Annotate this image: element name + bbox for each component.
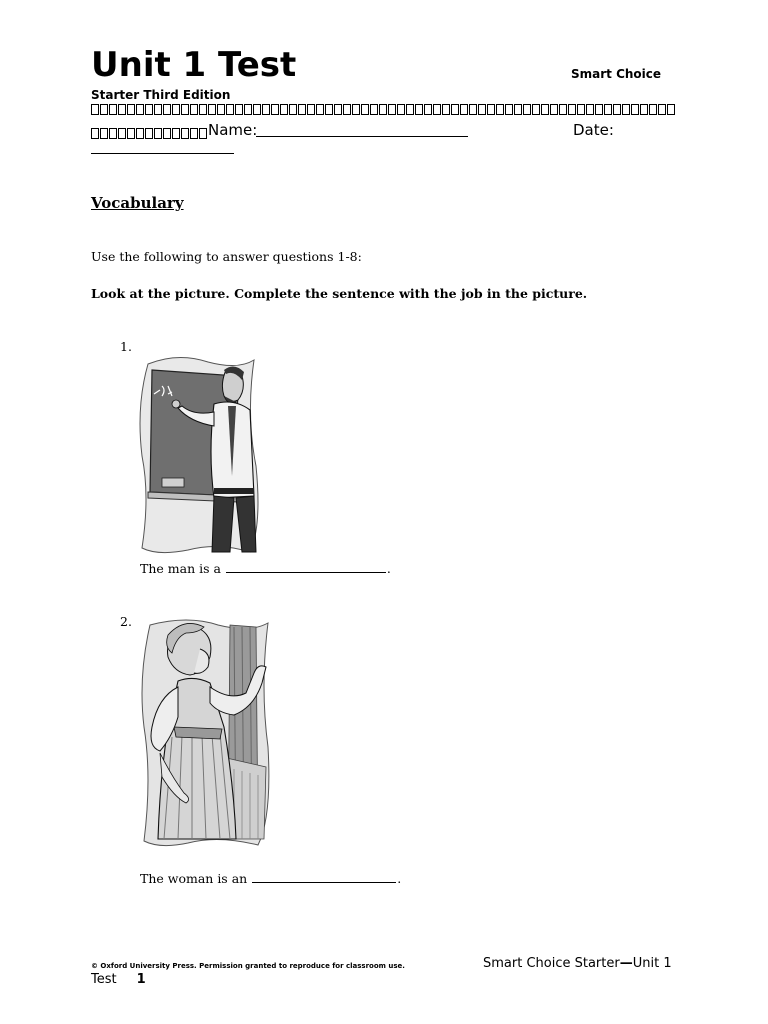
- missing-glyph-box: [91, 104, 99, 115]
- missing-glyph-box: [631, 104, 639, 115]
- missing-glyph-box: [208, 104, 216, 115]
- directions-text: Look at the picture. Complete the sentence with the job in the picture.: [91, 286, 588, 301]
- missing-glyph-box: [523, 104, 531, 115]
- answer-blank-2[interactable]: [252, 870, 396, 883]
- sentence-start-2: The woman is an: [140, 871, 252, 886]
- missing-glyph-box: [163, 104, 171, 115]
- missing-glyph-box: [433, 104, 441, 115]
- missing-glyph-box: [667, 104, 675, 115]
- missing-glyph-box: [100, 128, 108, 139]
- copyright-notice: © Oxford University Press. Permission granted to reproduce for classroom use.: [91, 962, 405, 970]
- missing-glyph-box: [289, 104, 297, 115]
- missing-glyph-box: [118, 128, 126, 139]
- question-sentence-2: [140, 870, 401, 886]
- missing-glyph-box: [487, 104, 495, 115]
- missing-glyph-box: [136, 104, 144, 115]
- missing-glyph-box: [109, 104, 117, 115]
- missing-glyph-box: [172, 128, 180, 139]
- missing-glyph-box: [514, 104, 522, 115]
- missing-glyph-box: [190, 104, 198, 115]
- date-field-line[interactable]: [91, 153, 234, 154]
- missing-glyph-box: [442, 104, 450, 115]
- missing-glyph-box: [415, 104, 423, 115]
- missing-glyph-box: [478, 104, 486, 115]
- missing-glyph-box: [181, 128, 189, 139]
- missing-glyph-box: [361, 104, 369, 115]
- page-title: Unit 1 Test: [91, 45, 297, 85]
- teacher-illustration: [138, 356, 260, 556]
- footer-book: Smart Choice Starter: [483, 956, 620, 971]
- question-sentence-1: [140, 560, 391, 576]
- sentence-end-1: .: [386, 561, 391, 576]
- missing-glyph-box: [109, 128, 117, 139]
- missing-glyph-box: [235, 104, 243, 115]
- unrendered-glyphs-2: [91, 124, 208, 142]
- missing-glyph-box: [379, 104, 387, 115]
- missing-glyph-box: [181, 104, 189, 115]
- missing-glyph-box: [334, 104, 342, 115]
- series-name: Smart Choice: [571, 67, 662, 81]
- missing-glyph-box: [271, 104, 279, 115]
- missing-glyph-box: [604, 104, 612, 115]
- missing-glyph-box: [226, 104, 234, 115]
- missing-glyph-box: [199, 128, 207, 139]
- missing-glyph-box: [217, 104, 225, 115]
- missing-glyph-box: [640, 104, 648, 115]
- missing-glyph-box: [343, 104, 351, 115]
- missing-glyph-box: [595, 104, 603, 115]
- missing-glyph-box: [577, 104, 585, 115]
- footer-book-unit: [483, 956, 672, 971]
- sentence-start-1: The man is a: [140, 561, 225, 576]
- missing-glyph-box: [397, 104, 405, 115]
- missing-glyph-box: [154, 104, 162, 115]
- missing-glyph-box: [127, 128, 135, 139]
- missing-glyph-box: [118, 104, 126, 115]
- missing-glyph-box: [100, 104, 108, 115]
- missing-glyph-box: [496, 104, 504, 115]
- missing-glyph-box: [145, 104, 153, 115]
- missing-glyph-box: [613, 104, 621, 115]
- footer-test: Test: [91, 972, 117, 987]
- footer-dash: —: [619, 956, 633, 971]
- date-label: Date:: [573, 121, 614, 139]
- unrendered-glyphs: [91, 102, 691, 120]
- missing-glyph-box: [136, 128, 144, 139]
- name-field-line[interactable]: [256, 136, 468, 137]
- missing-glyph-box: [298, 104, 306, 115]
- actress-illustration: [138, 617, 272, 849]
- footer-test-page: [91, 972, 146, 987]
- question-number-2: 2.: [120, 614, 132, 629]
- missing-glyph-box: [460, 104, 468, 115]
- name-date-row: [91, 121, 691, 139]
- missing-glyph-box: [424, 104, 432, 115]
- missing-glyph-box: [316, 104, 324, 115]
- missing-glyph-box: [172, 104, 180, 115]
- name-label: Name:: [208, 121, 258, 139]
- missing-glyph-box: [91, 128, 99, 139]
- missing-glyph-box: [559, 104, 567, 115]
- missing-glyph-box: [469, 104, 477, 115]
- missing-glyph-box: [262, 104, 270, 115]
- missing-glyph-box: [352, 104, 360, 115]
- missing-glyph-box: [649, 104, 657, 115]
- missing-glyph-box: [541, 104, 549, 115]
- missing-glyph-box: [325, 104, 333, 115]
- missing-glyph-box: [190, 128, 198, 139]
- missing-glyph-box: [622, 104, 630, 115]
- missing-glyph-box: [145, 128, 153, 139]
- missing-glyph-box: [406, 104, 414, 115]
- page-number: 1: [136, 972, 146, 987]
- missing-glyph-box: [658, 104, 666, 115]
- missing-glyph-box: [127, 104, 135, 115]
- missing-glyph-box: [280, 104, 288, 115]
- missing-glyph-box: [532, 104, 540, 115]
- missing-glyph-box: [307, 104, 315, 115]
- missing-glyph-box: [451, 104, 459, 115]
- answer-blank-1[interactable]: [226, 560, 386, 573]
- missing-glyph-box: [370, 104, 378, 115]
- section-title-vocabulary: Vocabulary: [91, 194, 184, 212]
- question-number-1: 1.: [120, 339, 132, 354]
- instruction-text: Use the following to answer questions 1-8:: [91, 249, 362, 264]
- missing-glyph-box: [586, 104, 594, 115]
- missing-glyph-box: [244, 104, 252, 115]
- missing-glyph-box: [550, 104, 558, 115]
- missing-glyph-box: [253, 104, 261, 115]
- missing-glyph-box: [163, 128, 171, 139]
- missing-glyph-box: [388, 104, 396, 115]
- missing-glyph-box: [199, 104, 207, 115]
- footer-unit: Unit 1: [632, 956, 672, 971]
- missing-glyph-box: [154, 128, 162, 139]
- edition-label: Starter Third Edition: [91, 88, 231, 102]
- sentence-end-2: .: [397, 871, 402, 886]
- missing-glyph-box: [568, 104, 576, 115]
- missing-glyph-box: [505, 104, 513, 115]
